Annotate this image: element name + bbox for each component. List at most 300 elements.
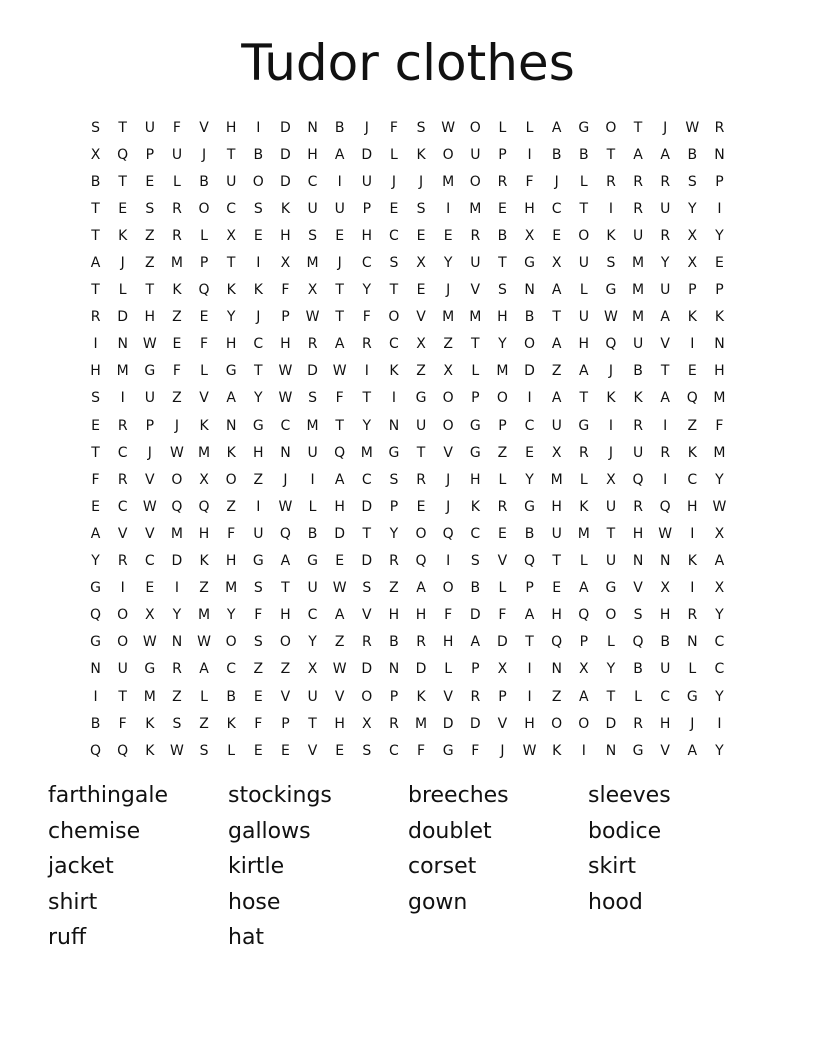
grid-letter: Y (226, 309, 236, 326)
grid-letter: G (252, 417, 264, 434)
grid-letter: U (578, 309, 589, 326)
grid-letter: H (388, 607, 400, 624)
grid-letter: E (525, 444, 534, 461)
grid-letter: V (443, 444, 453, 461)
grid-letter: J (201, 146, 207, 163)
grid-letter: H (280, 607, 291, 624)
grid-letter: Q (279, 525, 291, 542)
grid-letter: Q (551, 634, 563, 651)
grid-letter: L (498, 119, 507, 136)
grid-letter: I (527, 390, 532, 407)
grid-letter: A (551, 119, 562, 136)
grid-letter: A (579, 363, 589, 380)
grid-letter: B (389, 634, 399, 651)
grid-letter: C (361, 255, 372, 272)
grid-letter: L (688, 661, 697, 678)
grid-letter: R (687, 607, 698, 624)
grid-letter: X (145, 607, 155, 624)
grid-letter: S (362, 580, 372, 597)
grid-letter: J (690, 715, 695, 732)
grid-letter: K (199, 553, 209, 570)
grid-letter: C (389, 227, 399, 244)
grid-letter: U (632, 444, 644, 461)
grid-row (82, 683, 733, 710)
grid-letter: R (172, 227, 182, 244)
grid-letter: X (362, 715, 372, 732)
grid-letter: G (578, 417, 590, 434)
grid-letter: R (660, 173, 671, 190)
grid-letter: A (334, 607, 345, 624)
grid-letter: V (199, 390, 209, 407)
grid-letter: Q (90, 607, 102, 624)
grid-letter: W (332, 661, 347, 678)
grid-letter: E (498, 525, 507, 542)
grid-letter: N (280, 444, 291, 461)
grid-letter: R (307, 336, 318, 353)
grid-letter: H (334, 498, 345, 515)
grid-letter: S (308, 227, 317, 244)
grid-letter: W (604, 309, 618, 326)
grid-letter: I (310, 471, 315, 488)
grid-letter: R (633, 173, 643, 190)
grid-letter: H (578, 336, 590, 353)
grid-letter: J (391, 173, 396, 190)
grid-letter: F (335, 390, 344, 407)
grid-letter: B (253, 146, 264, 163)
grid-letter: M (713, 444, 726, 461)
grid-letter: P (525, 580, 534, 597)
grid-letter: G (632, 742, 644, 759)
grid-letter: L (579, 282, 588, 299)
grid-letter: W (142, 634, 157, 651)
grid-letter: F (525, 173, 534, 190)
grid-letter: W (142, 498, 157, 515)
grid-letter: V (362, 607, 372, 624)
grid-letter: Y (254, 390, 263, 407)
grid-letter: T (633, 119, 643, 136)
grid-letter: E (281, 742, 290, 759)
grid-letter: E (253, 688, 263, 705)
grid-letter: X (497, 661, 508, 678)
grid-letter: S (145, 200, 155, 217)
grid-letter: G (307, 553, 318, 570)
grid-letter: R (361, 634, 372, 651)
grid-letter: K (226, 282, 236, 299)
grid-letter: L (471, 363, 480, 380)
grid-letter: C (226, 200, 237, 217)
grid-letter: M (225, 580, 238, 597)
grid-letter: K (145, 742, 155, 759)
grid-letter: T (91, 444, 100, 461)
grid-letter: V (633, 580, 643, 597)
grid-letter: Z (497, 444, 508, 461)
grid-letter: U (144, 119, 155, 136)
grid-letter: E (552, 227, 562, 244)
grid-letter: F (118, 715, 127, 732)
grid-letter: H (198, 525, 210, 542)
grid-letter: A (551, 390, 562, 407)
grid-letter: D (117, 309, 129, 326)
grid-letter: K (687, 553, 697, 570)
word-list (48, 778, 788, 956)
grid-letter: M (116, 363, 129, 380)
grid-letter: V (307, 742, 318, 759)
grid-letter: H (361, 227, 373, 244)
grid-letter: J (446, 282, 451, 299)
grid-letter: G (225, 363, 237, 380)
grid-letter: E (199, 309, 209, 326)
grid-letter: K (714, 309, 725, 326)
grid-letter: J (608, 363, 613, 380)
grid-letter: D (497, 634, 508, 651)
grid-row (82, 385, 733, 412)
grid-letter: W (278, 363, 293, 380)
grid-letter: H (334, 715, 345, 732)
grid-letter: E (443, 227, 453, 244)
grid-letter: E (416, 498, 426, 515)
grid-letter: S (253, 580, 263, 597)
grid-letter: X (551, 444, 562, 461)
grid-letter: C (280, 417, 291, 434)
grid-letter: C (389, 742, 399, 759)
grid-letter: Z (226, 498, 236, 515)
grid-letter: J (554, 173, 559, 190)
grid-letter: D (334, 525, 346, 542)
grid-row (82, 575, 733, 602)
grid-letter: O (117, 607, 129, 624)
grid-letter: J (174, 417, 179, 434)
grid-letter: W (658, 525, 673, 542)
grid-letter: M (306, 417, 319, 434)
grid-letter: E (253, 227, 263, 244)
grid-row (82, 737, 733, 764)
grid-letter: P (688, 282, 697, 299)
grid-letter: J (608, 444, 613, 461)
grid-letter: X (416, 255, 426, 272)
grid-letter: T (254, 363, 263, 380)
grid-letter: Z (172, 309, 182, 326)
grid-letter: K (172, 282, 182, 299)
grid-letter: U (171, 146, 183, 163)
grid-letter: T (579, 200, 589, 217)
grid-letter: L (579, 471, 588, 488)
grid-letter: N (388, 417, 400, 434)
grid-letter: I (93, 336, 98, 353)
page-title: Tudor clothes (241, 34, 575, 92)
grid-letter: E (172, 336, 182, 353)
word-list-item: kirtle (228, 854, 285, 880)
grid-letter: A (334, 471, 345, 488)
grid-letter: E (145, 173, 155, 190)
grid-letter: S (633, 607, 643, 624)
grid-letter: I (527, 688, 532, 705)
grid-letter: S (199, 742, 209, 759)
grid-letter: I (690, 580, 695, 597)
grid-letter: Y (443, 255, 453, 272)
grid-letter: V (660, 742, 670, 759)
grid-letter: X (606, 471, 616, 488)
grid-letter: F (200, 336, 209, 353)
grid-letter: V (145, 525, 155, 542)
grid-letter: U (415, 417, 427, 434)
grid-letter: A (551, 282, 562, 299)
grid-letter: S (91, 119, 100, 136)
grid-letter: B (524, 525, 535, 542)
grid-letter: B (660, 634, 670, 651)
grid-letter: H (307, 146, 318, 163)
grid-letter: K (579, 498, 589, 515)
grid-row (82, 493, 733, 520)
grid-letter: Y (606, 661, 616, 678)
grid-letter: X (687, 255, 698, 272)
grid-letter: S (172, 715, 182, 732)
grid-letter: K (416, 688, 426, 705)
grid-letter: Z (334, 634, 345, 651)
grid-letter: Y (91, 553, 100, 570)
grid-letter: P (471, 661, 480, 678)
grid-letter: O (225, 471, 237, 488)
grid-row (82, 602, 733, 629)
grid-letter: U (226, 173, 237, 190)
grid-letter: I (256, 498, 261, 515)
grid-letter: G (469, 417, 481, 434)
grid-letter: J (147, 444, 152, 461)
grid-letter: H (144, 309, 156, 326)
grid-letter: D (361, 661, 373, 678)
grid-letter: K (118, 227, 128, 244)
grid-letter: B (199, 173, 209, 190)
grid-letter: A (687, 742, 698, 759)
grid-letter: F (389, 119, 398, 136)
grid-letter: H (714, 363, 725, 380)
grid-letter: Q (117, 742, 129, 759)
grid-letter: S (91, 390, 100, 407)
grid-letter: M (170, 255, 183, 272)
grid-letter: J (446, 498, 451, 515)
grid-letter: N (659, 553, 671, 570)
grid-letter: L (308, 498, 317, 515)
word-list-item: hat (228, 925, 265, 951)
grid-letter: M (442, 309, 455, 326)
grid-letter: T (335, 417, 344, 434)
grid-letter: L (173, 173, 181, 190)
grid-letter: F (444, 607, 453, 624)
grid-letter: H (225, 553, 237, 570)
grid-letter: L (634, 688, 642, 705)
grid-letter: X (524, 227, 535, 244)
grid-letter: E (335, 742, 345, 759)
grid-letter: D (469, 607, 481, 624)
grid-letter: P (362, 200, 372, 217)
grid-letter: H (280, 336, 291, 353)
grid-letter: I (690, 525, 695, 542)
grid-letter: Q (578, 607, 590, 624)
grid-letter: U (144, 390, 155, 407)
grid-letter: D (361, 553, 373, 570)
word-list-item: doublet (408, 818, 492, 844)
grid-letter: E (552, 580, 562, 597)
grid-letter: F (172, 363, 181, 380)
grid-letter: Y (715, 607, 724, 624)
grid-letter: W (142, 336, 157, 353)
grid-letter: S (497, 282, 507, 299)
word-list-item: ruff (48, 925, 87, 951)
grid-letter: I (717, 715, 722, 732)
grid-letter: R (578, 444, 589, 461)
grid-letter: R (416, 471, 426, 488)
grid-letter: F (254, 607, 263, 624)
grid-letter: K (226, 715, 236, 732)
grid-letter: Q (686, 390, 698, 407)
grid-letter: O (252, 173, 264, 190)
grid-letter: D (171, 553, 183, 570)
grid-letter: M (632, 255, 645, 272)
grid-letter: T (525, 634, 534, 651)
grid-letter: D (524, 363, 535, 380)
grid-letter: W (170, 444, 184, 461)
grid-row (82, 114, 733, 141)
grid-letter: N (117, 336, 128, 353)
grid-letter: L (579, 173, 588, 190)
grid-letter: X (416, 336, 426, 353)
grid-letter: R (389, 715, 399, 732)
grid-letter: B (579, 146, 589, 163)
grid-letter: Z (253, 471, 264, 488)
grid-letter: K (606, 227, 616, 244)
grid-letter: P (471, 390, 480, 407)
grid-letter: Z (199, 715, 209, 732)
grid-letter: C (389, 336, 399, 353)
grid-letter: D (605, 715, 617, 732)
grid-letter: P (498, 146, 507, 163)
grid-letter: X (714, 525, 725, 542)
grid-letter: G (469, 444, 481, 461)
grid-letter: G (415, 390, 427, 407)
grid-letter: J (500, 742, 505, 759)
grid-letter: M (550, 471, 563, 488)
grid-letter: S (687, 173, 697, 190)
grid-letter: X (307, 661, 318, 678)
grid-letter: Q (632, 634, 644, 651)
grid-letter: G (524, 498, 535, 515)
grid-letter: Z (416, 363, 426, 380)
grid-letter: V (117, 525, 128, 542)
grid-letter: C (660, 688, 671, 705)
grid-letter: F (91, 471, 100, 488)
grid-letter: E (687, 363, 697, 380)
grid-letter: Q (117, 146, 129, 163)
grid-letter: R (633, 715, 643, 732)
grid-letter: R (117, 553, 128, 570)
word-list-item: hood (588, 889, 643, 915)
grid-letter: L (498, 471, 507, 488)
grid-letter: X (660, 580, 670, 597)
grid-letter: P (389, 688, 399, 705)
grid-letter: O (496, 390, 508, 407)
grid-letter: Q (334, 444, 346, 461)
grid-letter: Y (362, 417, 372, 434)
grid-letter: B (470, 580, 481, 597)
grid-letter: V (334, 688, 345, 705)
grid-letter: M (469, 309, 482, 326)
grid-letter: U (578, 255, 589, 272)
grid-letter: T (335, 309, 344, 326)
grid-letter: A (470, 634, 481, 651)
grid-letter: U (605, 553, 617, 570)
grid-letter: P (498, 688, 507, 705)
grid-letter: Y (172, 607, 182, 624)
grid-letter: Q (198, 498, 210, 515)
grid-letter: A (416, 580, 426, 597)
grid-letter: Q (442, 525, 454, 542)
grid-letter: D (280, 119, 291, 136)
grid-letter: H (524, 715, 535, 732)
grid-letter: L (525, 119, 534, 136)
grid-letter: C (117, 498, 128, 515)
grid-letter: R (633, 498, 643, 515)
grid-letter: P (281, 715, 290, 732)
grid-letter: K (280, 200, 291, 217)
grid-letter: O (524, 336, 536, 353)
grid-letter: O (469, 173, 481, 190)
grid-letter: F (715, 417, 724, 434)
grid-letter: E (416, 282, 426, 299)
grid-letter: C (714, 634, 725, 651)
grid-letter: H (551, 498, 562, 515)
grid-letter: D (307, 363, 318, 380)
grid-letter: A (714, 553, 725, 570)
grid-row (82, 358, 733, 385)
grid-row (82, 168, 733, 195)
grid-letter: Y (715, 688, 724, 705)
grid-letter: I (608, 417, 613, 434)
grid-letter: A (280, 553, 291, 570)
word-list-item: sleeves (588, 783, 671, 808)
grid-letter: B (551, 146, 562, 163)
grid-letter: S (253, 634, 263, 651)
grid-letter: G (605, 580, 617, 597)
grid-letter: F (362, 309, 371, 326)
grid-row (82, 222, 733, 249)
grid-row (82, 277, 733, 304)
grid-letter: Y (688, 200, 697, 217)
grid-letter: T (118, 119, 127, 136)
grid-letter: Y (498, 336, 507, 353)
grid-letter: A (90, 525, 101, 542)
grid-letter: V (443, 688, 453, 705)
grid-letter: N (171, 634, 183, 651)
grid-letter: R (660, 444, 671, 461)
grid-letter: L (200, 363, 208, 380)
grid-letter: H (280, 227, 291, 244)
grid-letter: L (200, 688, 208, 705)
grid-letter: I (120, 390, 125, 407)
grid-letter: Q (415, 553, 427, 570)
grid-letter: T (498, 255, 507, 272)
grid-letter: U (632, 227, 644, 244)
grid-letter: J (418, 173, 424, 190)
grid-letter: G (578, 119, 590, 136)
grid-letter: R (389, 553, 399, 570)
grid-letter: V (497, 553, 508, 570)
grid-letter: A (660, 309, 670, 326)
grid-letter: Q (632, 471, 644, 488)
grid-letter: L (118, 282, 127, 299)
grid-letter: P (145, 417, 155, 434)
grid-letter: P (145, 146, 155, 163)
word-list-item: shirt (48, 889, 98, 915)
word-list-item: gallows (228, 818, 311, 844)
